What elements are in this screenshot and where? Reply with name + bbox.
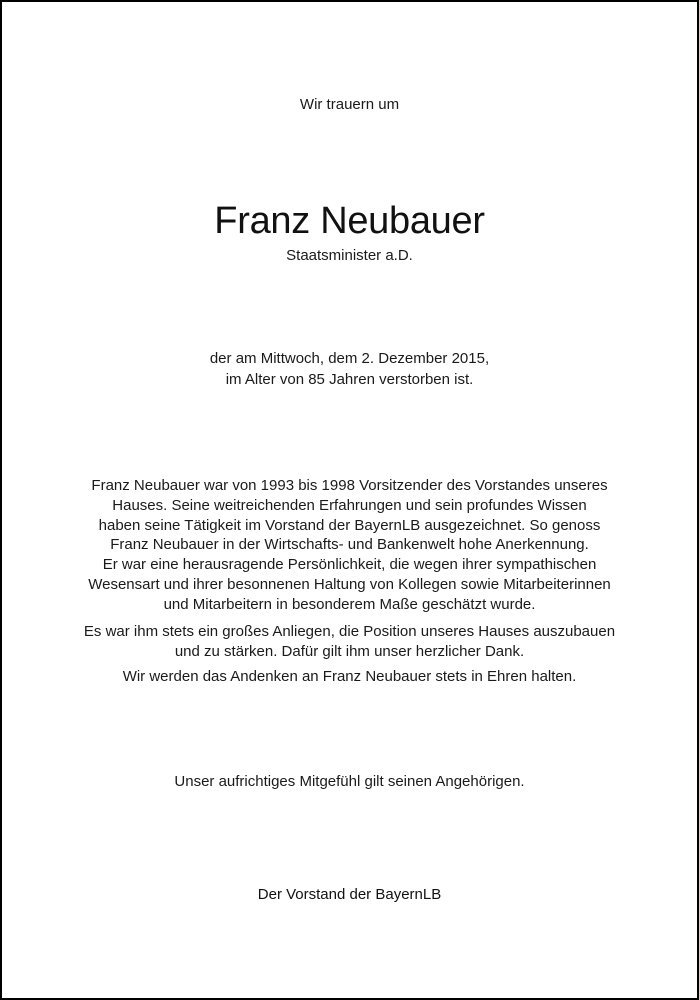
death-notice bbox=[0, 348, 699, 390]
tribute-line: und zu stärken. Dafür gilt ihm unser herzlicher Dank. bbox=[174, 642, 525, 660]
tribute-line: Hauses. Seine weitreichenden Erfahrungen und sein profundes Wissen bbox=[112, 496, 587, 514]
tribute-line: Franz Neubauer in der Wirtschafts- und Bankenwelt hohe Anerkennung. bbox=[110, 536, 589, 554]
signature: Der Vorstand der BayernLB bbox=[257, 886, 442, 903]
tribute-line: Franz Neubauer war von 1993 bis 1998 Vorsitzender des Vorstandes unseres bbox=[91, 477, 608, 494]
intro-text: Wir trauern um bbox=[299, 96, 400, 113]
tribute-paragraph-2 bbox=[0, 622, 699, 662]
death-notice-line: der am Mittwoch, dem 2. Dezember 2015, bbox=[209, 350, 490, 367]
deceased-name: Franz Neubauer bbox=[214, 200, 485, 242]
deceased-title: Staatsminister a.D. bbox=[286, 247, 413, 264]
condolence-text: Unser aufrichtiges Mitgefühl gilt seinen Angehörigen. bbox=[174, 773, 525, 790]
tribute-paragraph-1 bbox=[0, 476, 699, 615]
tribute-line: Es war ihm stets ein großes Anliegen, die Position unseres Hauses auszubauen bbox=[83, 623, 616, 640]
tribute-line: und Mitarbeitern in besonderem Maße geschätzt wurde. bbox=[163, 595, 536, 613]
death-notice-line: im Alter von 85 Jahren verstorben ist. bbox=[225, 371, 474, 388]
tribute-line: Wesensart und ihrer besonnenen Haltung von Kollegen sowie Mitarbeiterinnen bbox=[88, 575, 611, 593]
tribute-line: haben seine Tätigkeit im Vorstand der BayernLB ausgezeichnet. So genoss bbox=[98, 516, 601, 534]
tribute-line: Er war eine herausragende Persönlichkeit, die wegen ihrer sympathischen bbox=[102, 556, 597, 574]
tribute-paragraph-3: Wir werden das Andenken an Franz Neubauer stets in Ehren halten. bbox=[122, 668, 577, 685]
